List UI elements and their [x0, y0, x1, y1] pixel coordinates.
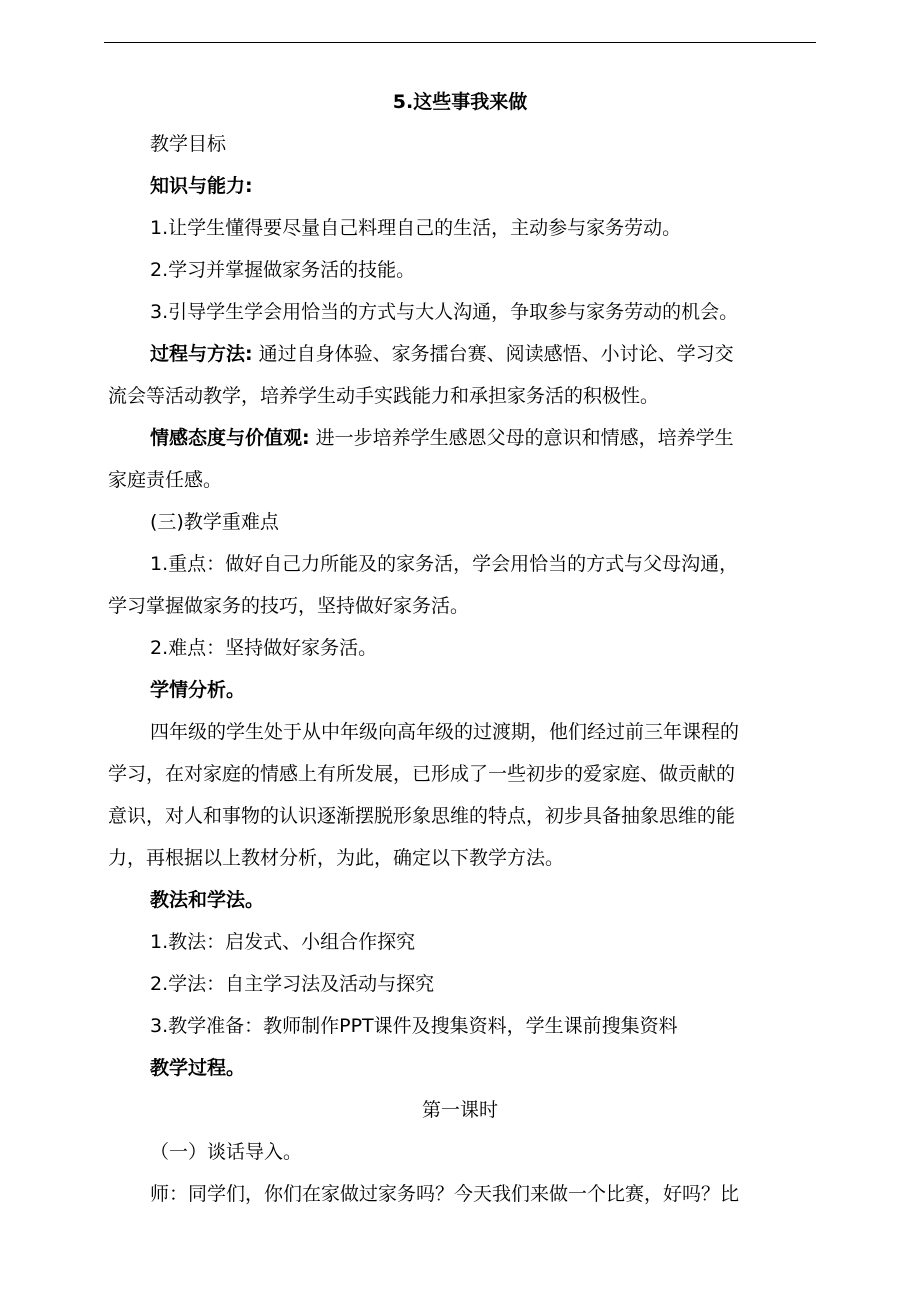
process-paragraph: [150, 342, 820, 366]
knowledge-item-2: 2.学习并掌握做家务活的技能。: [150, 259, 416, 281]
process-label: 过程与方法:: [150, 343, 253, 365]
intro-heading: （一）谈话导入。: [150, 1141, 303, 1163]
knowledge-item-3: 3.引导学生学会用恰当的方式与大人沟通，争取参与家务劳动的机会。: [150, 301, 739, 323]
analysis-line-3: 意识，对人和事物的认识逐渐摆脱形象思维的特点，初步具备抽象思维的能: [108, 805, 736, 827]
method-item-1: 1.教法：启发式、小组合作探究: [150, 931, 416, 953]
lesson-label: 第一课时: [421, 1099, 498, 1121]
analysis-line-4: 力，再根据以上教材分析，为此，确定以下教学方法。: [108, 847, 565, 869]
keypoints-heading: (三)教学重难点: [150, 511, 279, 533]
emotion-text: 进一步培养学生感恩父母的意识和情感，培养学生: [309, 427, 734, 449]
analysis-heading: 学情分析。: [150, 679, 246, 701]
knowledge-heading: 知识与能力:: [150, 175, 253, 197]
analysis-line-2: 学习，在对家庭的情感上有所发展，已形成了一些初步的爱家庭、做贡献的: [108, 763, 736, 785]
knowledge-item-1: 1.让学生懂得要尽量自己料理自己的生活，主动参与家务劳动。: [150, 217, 682, 239]
keypoint-1: 1.重点：做好自己力所能及的家务活，学会用恰当的方式与父母沟通，: [150, 553, 739, 575]
teacher-line: 师：同学们，你们在家做过家务吗？今天我们来做一个比赛，好吗？比: [150, 1183, 740, 1205]
analysis-line-1: 四年级的学生处于从中年级向高年级的过渡期，他们经过前三年课程的: [150, 721, 740, 743]
process-text-continued: 流会等活动教学，培养学生动手实践能力和承担家务活的积极性。: [108, 385, 660, 407]
emotion-text-continued: 家庭责任感。: [108, 469, 223, 491]
emotion-label: 情感态度与价值观:: [150, 427, 310, 449]
method-item-3: 3.教学准备：教师制作PPT课件及搜集资料，学生课前搜集资料: [150, 1015, 678, 1037]
emotion-paragraph: [150, 426, 820, 450]
keypoint-1-continued: 学习掌握做家务的技巧，坚持做好家务活。: [108, 595, 470, 617]
process-text: 通过自身体验、家务擂台赛、阅读感悟、小讨论、学习交: [252, 343, 734, 365]
header-rule: [104, 42, 816, 43]
method-item-2: 2.学法：自主学习法及活动与探究: [150, 973, 435, 995]
keypoint-2: 2.难点：坚持做好家务活。: [150, 637, 378, 659]
process-heading: 教学过程。: [150, 1057, 246, 1079]
document-title: 5.这些事我来做: [392, 91, 528, 113]
objectives-heading: 教学目标: [150, 133, 227, 155]
methods-heading: 教法和学法。: [150, 889, 265, 911]
